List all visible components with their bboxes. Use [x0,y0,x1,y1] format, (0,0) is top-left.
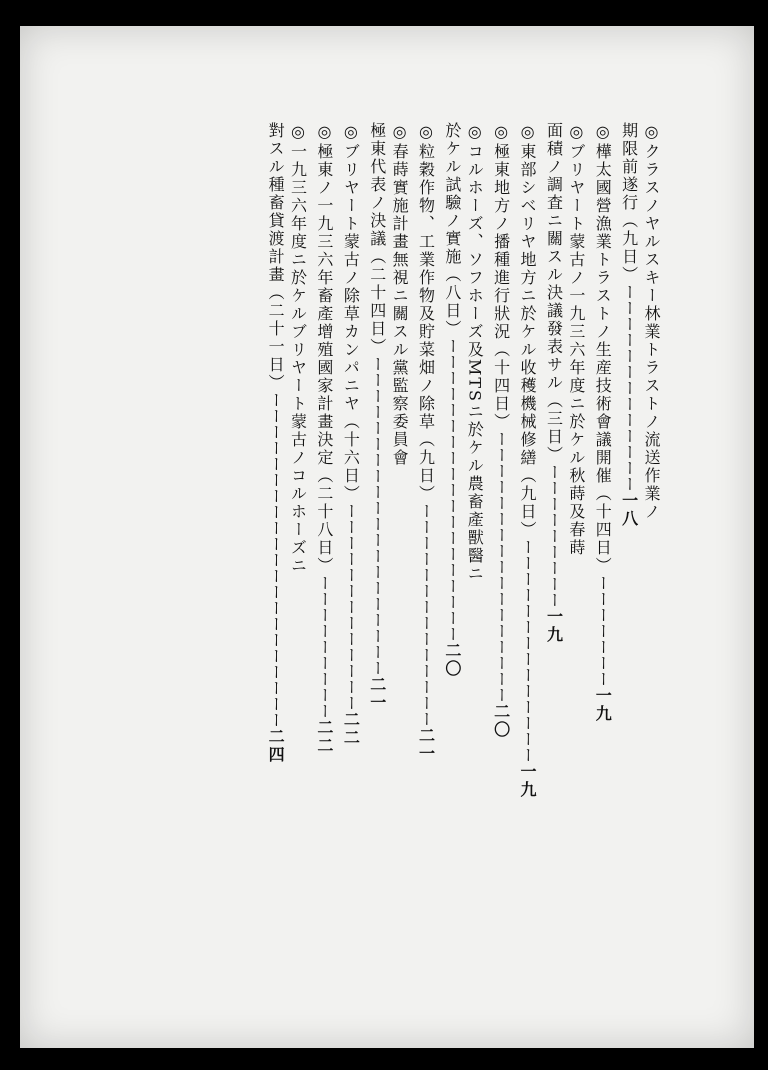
toc-entry [440,122,485,942]
entry-title-line: ◎東部シベリヤ地方ニ於ケル收穫機械修繕（九日）ーーーーーーーーーーーーーー一九 [518,122,538,799]
entry-title-line: 極東代表ノ決議（二十四日）ーーーーーーーーーーーーーーーーーーーー二一 [367,122,387,712]
page-number: 二四 [266,728,286,764]
toc-entry [264,122,309,942]
entry-title-line: ◎コルホーズ、ソフホーズ及MTSニ於ケル農畜產獸醫ニ [465,122,485,584]
entry-title-line: ◎ブリヤート蒙古ノ一九三六年度ニ於ケル秋蒔及春蒔 [566,122,586,557]
page-number: 二〇 [491,703,511,739]
document-page [20,26,754,1048]
table-of-contents [142,122,662,942]
entry-title-line: ◎一九三六年度ニ於ケルブリヤート蒙古ノコルホーズニ [288,122,308,575]
page-number: 二二 [341,711,361,747]
entry-title-line: 對スル種畜貸渡計畫（二十一日）ーーーーーーーーーーーーーーーーーーーーー二四 [266,122,286,764]
page-number: 二一 [367,676,387,712]
toc-entry [414,122,436,942]
entry-title-line: ◎粒穀作物、工業作物及貯菜畑ノ除草（九日）ーーーーーーーーーーーーーー二一 [416,122,436,763]
page-number: 一八 [619,492,639,528]
entry-title-line: ◎クラスノヤルスキー林業トラストノ流送作業ノ [642,122,661,521]
page-number: 二〇 [442,642,462,678]
entry-title-line: ◎春蒔實施計畫無視ニ關スル黨監察委員會 [390,122,410,467]
page-number: 一九 [518,763,538,799]
toc-entry [591,122,613,942]
entry-title-line: ◎極東ノ一九三六年畜產增殖國家計畫決定（二十八日）ーーーーーーーーー二二 [314,122,334,755]
entry-title-line: 於ケル試驗ノ實施（八日）ーーーーーーーーーーーーーーーーーーー二〇 [442,122,462,678]
entry-title-line: 期限前遂行（九日）ーーーーーーーーーーーーー一八 [619,122,639,528]
toc-entry [339,122,361,942]
toc-entry [516,122,538,942]
page-number: 二二 [314,719,334,755]
toc-entry [489,122,511,942]
entry-title-line: ◎極東地方ノ播種進行狀況（十四日）ーーーーーーーーーーーーーーーーー二〇 [491,122,511,739]
page-number: 一九 [544,608,564,644]
toc-entry [313,122,335,942]
entry-title-line: ◎ブリヤート蒙古ノ除草カンパニヤ（十六日）ーーーーーーーーーーーーー二二 [341,122,361,747]
toc-entry [365,122,410,942]
page-number: 二一 [416,727,436,763]
page-number: 一九 [593,687,613,723]
toc-entry [617,122,662,942]
toc-entry [542,122,587,942]
entry-title-line: ◎樺太國營漁業トラストノ生産技術會議開催（十四日）ーーーーーーー一九 [593,122,613,723]
entry-title-line: 面積ノ調査ニ關スル決議發表サル（三日）ーーーーーーーーー一九 [544,122,564,644]
